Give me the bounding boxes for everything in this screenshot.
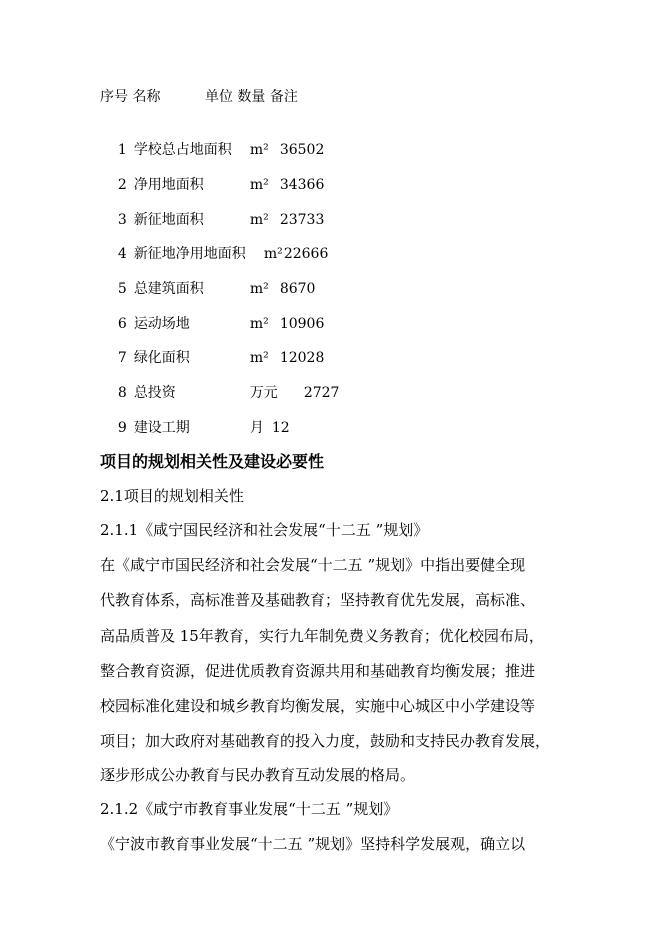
row-quantity: 12028 <box>279 350 325 366</box>
row-name: 建设工期 <box>133 420 190 436</box>
table-row <box>100 401 290 455</box>
row-index: 4 <box>117 246 127 262</box>
row-unit: m² <box>249 212 269 228</box>
row-quantity: 36502 <box>279 142 325 158</box>
row-quantity: 2727 <box>303 385 340 401</box>
row-quantity: 10906 <box>279 316 325 332</box>
row-index: 8 <box>117 385 127 401</box>
row-index: 2 <box>117 177 127 193</box>
subsection-heading: 2.1.2《咸宁市教育事业发展“十二五 ”规划》 <box>100 800 399 818</box>
row-unit: m² <box>249 142 269 158</box>
row-unit: m² <box>249 350 269 366</box>
paragraph-line: 整合教育资源，促进优质教育资源共用和基础教育均衡发展；推进 <box>100 662 536 680</box>
row-name: 绿化面积 <box>133 350 190 366</box>
row-quantity: 34366 <box>279 177 325 193</box>
row-name: 新征地净用地面积 <box>133 246 246 262</box>
row-quantity: 12 <box>271 420 290 436</box>
row-name: 运动场地 <box>133 316 190 332</box>
row-unit: m² <box>249 177 269 193</box>
row-unit: m² <box>249 281 269 297</box>
row-index: 5 <box>117 281 127 297</box>
row-index: 1 <box>117 142 127 158</box>
paragraph-line: 校园标准化建设和城乡教育均衡发展，实施中心城区中小学建设等 <box>100 697 536 715</box>
row-quantity: 23733 <box>279 212 325 228</box>
row-name: 新征地面积 <box>133 212 204 228</box>
row-index: 3 <box>117 212 127 228</box>
table-header: 序号 名称 单位 数量 备注 <box>100 89 298 105</box>
subsection-heading: 2.1.1《咸宁国民经济和社会发展“十二五 ”规划》 <box>100 521 429 539</box>
paragraph-line: 《宁波市教育事业发展“十二五 ”规划》坚持科学发展观，确立以 <box>100 835 526 853</box>
paragraph-line: 项目；加大政府对基础教育的投入力度，鼓励和支持民办教育发展， <box>100 732 551 750</box>
row-index: 9 <box>117 420 127 436</box>
row-name: 总建筑面积 <box>133 281 204 297</box>
row-unit: m² <box>263 246 283 262</box>
row-unit: 万元 <box>249 385 278 401</box>
row-quantity: 8670 <box>279 281 316 297</box>
row-index: 7 <box>117 350 127 366</box>
row-unit: 月 <box>249 420 264 436</box>
subsection-heading: 2.1项目的规划相关性 <box>100 487 244 505</box>
paragraph-line: 在《咸宁市国民经济和社会发展“十二五 ”规划》中指出要健全现 <box>100 556 526 574</box>
paragraph-line: 逐步形成公办教育与民办教育互动发展的格局。 <box>100 766 416 784</box>
paragraph-line: 高品质普及 15年教育，实行九年制免费义务教育；优化校园布局， <box>100 627 544 645</box>
row-name: 学校总占地面积 <box>133 142 232 158</box>
row-quantity: 22666 <box>283 246 329 262</box>
row-name: 净用地面积 <box>133 177 204 193</box>
row-unit: m² <box>249 316 269 332</box>
row-index: 6 <box>117 316 127 332</box>
section-title: 项目的规划相关性及建设必要性 <box>100 452 325 471</box>
paragraph-line: 代教育体系，高标准普及基础教育；坚持教育优先发展，高标准、 <box>100 591 536 609</box>
row-name: 总投资 <box>133 385 176 401</box>
